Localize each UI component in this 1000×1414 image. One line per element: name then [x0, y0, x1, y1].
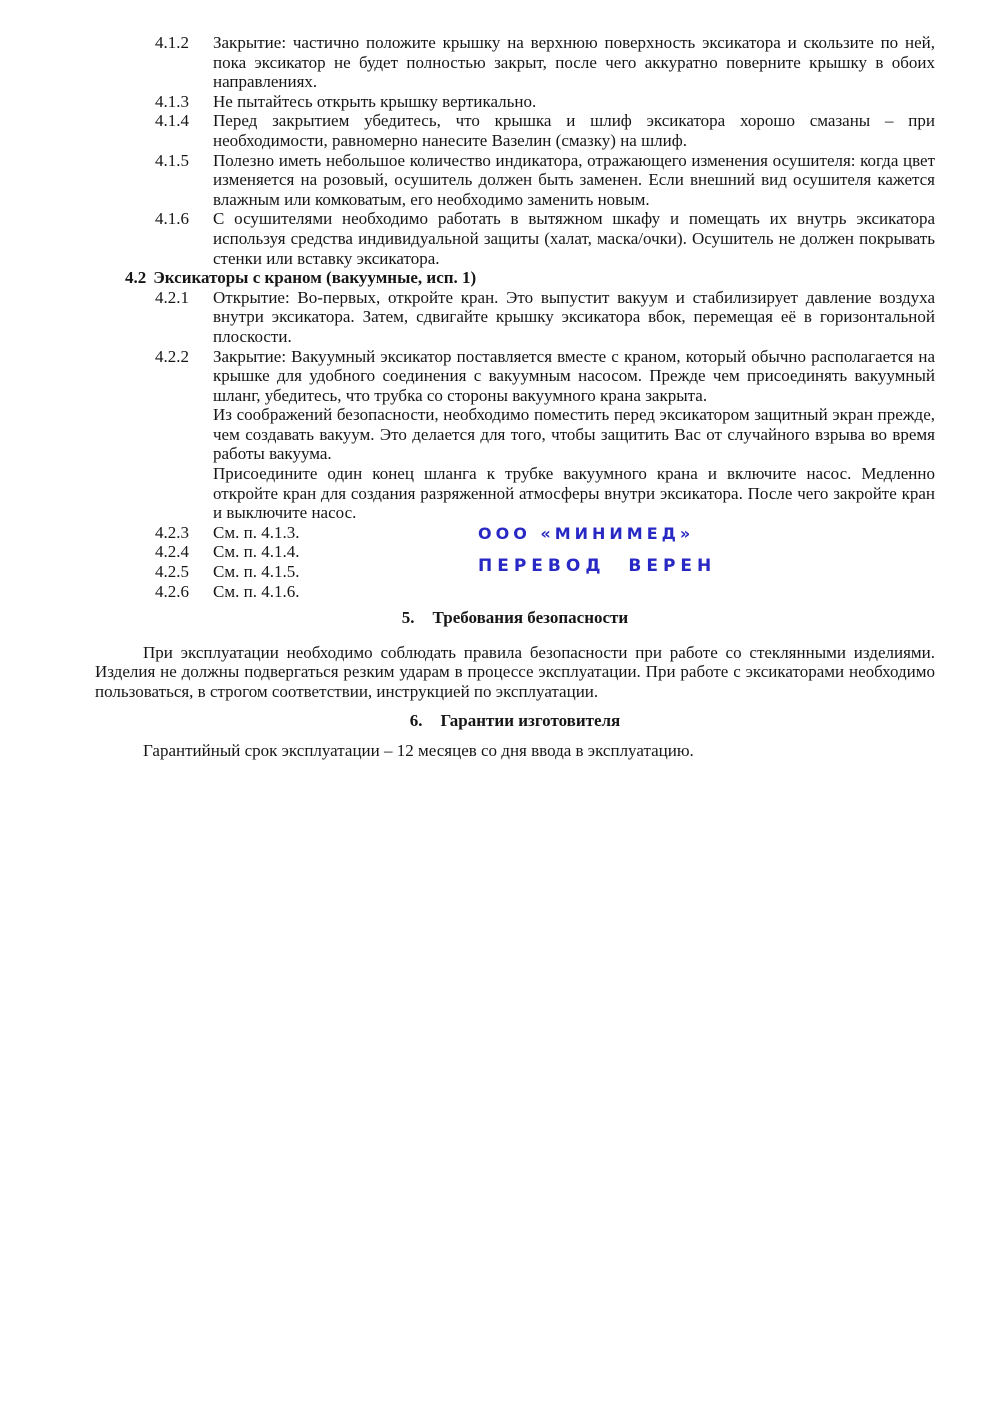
stamp-verified-line: ПЕРЕВОД ВЕРЕН: [478, 556, 717, 577]
reference-items-block: [95, 523, 935, 601]
section-number: 4.2: [125, 268, 147, 288]
list-item-4-2-1: [155, 288, 935, 347]
section-6-heading: [95, 711, 935, 731]
list-item-4-1-2: [155, 33, 935, 92]
item-text: См. п. 4.1.6.: [213, 581, 300, 601]
item-number: 4.1.6: [155, 209, 189, 229]
list-item-4-1-4: [155, 111, 935, 150]
list-item-4-1-5: [155, 151, 935, 210]
section-number: 6.: [409, 710, 423, 730]
item-text: См. п. 4.1.4.: [213, 542, 300, 562]
section-title: Эксикаторы с краном (вакуумные, исп. 1): [153, 268, 477, 288]
stamp-company-line: ООО «МИНИМЕД»: [478, 523, 695, 543]
item-text: См. п. 4.1.5.: [213, 562, 300, 582]
item-text: [213, 347, 935, 523]
item-number: 4.2.6: [155, 581, 189, 601]
list-item-4-1-3: [155, 92, 935, 112]
section-title: Гарантии изготовителя: [440, 710, 621, 730]
item-number: 4.1.2: [155, 33, 189, 52]
item-number: 4.1.5: [155, 150, 189, 170]
section-6-paragraph: Гарантийный срок эксплуатации – 12 месяцев со дня ввода в эксплуатацию.: [143, 741, 694, 761]
section-5-paragraph: При эксплуатации необходимо соблюдать правила безопасности при работе со стеклянными изделиями. Изделия не должны подвергаться резким ударам в процессе эксплуатации. При работе с эксикаторами необходимо пользоваться, в строгом соответствии, инструкцией по эксплуатации.: [95, 642, 935, 701]
item-text: Не пытайтесь открыть крышку вертикально.: [213, 91, 537, 111]
item-text: Полезно иметь небольшое количество индикатора, отражающего изменения осушителя: когда цвет изменяется на розовый, осушитель должен быть заменен. Если внешний вид осушителя кажется влажным или комковатым, его необходимо заменить новым.: [213, 150, 935, 209]
item-text: Перед закрытием убедитесь, что крышка и шлиф эксикатора хорошо смазаны – при необходимости, равномерно нанесите Вазелин (смазку) на шлиф.: [213, 111, 935, 150]
item-number: 4.2.4: [155, 542, 189, 562]
item-paragraph: Присоедините один конец шланга к трубке вакуумного крана и включите насос. Медленно откройте кран для создания разряженной атмосферы внутри эксикатора. После чего закройте кран и выключите насос.: [213, 464, 935, 523]
list-item-4-2-6: [155, 582, 935, 602]
list-item-4-2-2: [155, 347, 935, 523]
item-number: 4.1.4: [155, 111, 189, 131]
section-5-heading: [95, 608, 935, 628]
item-paragraph: Из соображений безопасности, необходимо поместить перед эксикатором защитный экран прежде, чем создавать вакуум. Это делается для того, чтобы защитить Вас от случайного взрыва во время работы вакуума.: [213, 405, 935, 464]
item-text: Открытие: Во-первых, откройте кран. Это выпустит вакуум и стабилизирует давление воздуха внутри эксикатора. Затем, сдвигайте крышку эксикатора вбок, перемещая её в горизонтальной плоскости.: [213, 287, 935, 346]
section-title: Требования безопасности: [432, 608, 629, 628]
item-number: 4.2.1: [155, 287, 189, 307]
item-number: 4.2.5: [155, 562, 189, 582]
item-number: 4.2.3: [155, 522, 189, 542]
section-number: 5.: [401, 608, 415, 628]
item-text: Закрытие: частично положите крышку на верхнюю поверхность эксикатора и скользите по ней, пока эксикатор не будет полностью закрыт, после чего аккуратно поверните крышку в обоих направлениях.: [213, 33, 935, 92]
item-text: См. п. 4.1.3.: [213, 522, 300, 542]
item-text: С осушителями необходимо работать в вытяжном шкафу и помещать их внутрь эксикатора используя средства индивидуальной защиты (халат, маска/очки). Осушитель не должен покрывать стенки или вставку эксикатора.: [213, 209, 935, 268]
section-4-2-heading: [125, 268, 935, 288]
item-number: 4.1.3: [155, 91, 189, 111]
translation-stamp: [478, 524, 716, 577]
item-number: 4.2.2: [155, 346, 189, 366]
list-item-4-1-6: [155, 209, 935, 268]
item-paragraph: Закрытие: Вакуумный эксикатор поставляется вместе с краном, который обычно располагается на крышке для удобного соединения с вакуумным насосом. Прежде чем присоединять вакуумный шланг, убедитесь, что трубка со стороны вакуумного крана закрыта.: [213, 346, 935, 405]
